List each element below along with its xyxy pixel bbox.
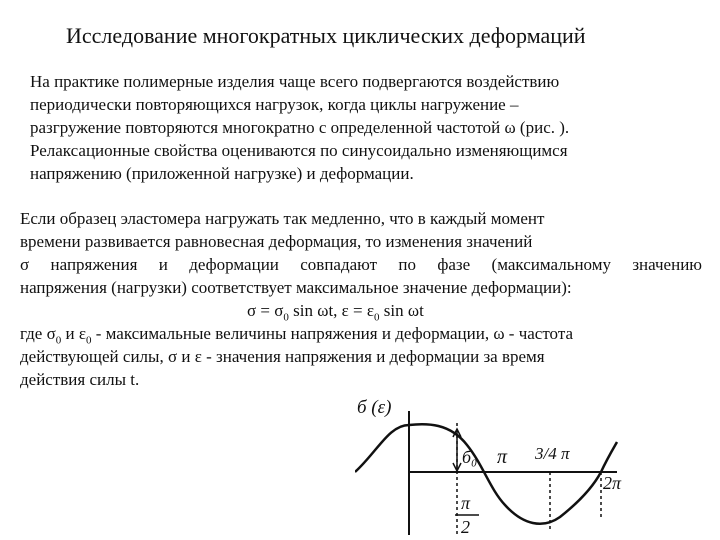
body-line: времени развивается равновесная деформация, то изменения значений (20, 232, 533, 251)
sine-formula: $\sigma = \sigma_0$ sin ωt, $\varepsilon = \varepsilon_0$ sin ωt (247, 301, 424, 324)
subscript: 0 (86, 334, 92, 347)
intro-line: периодически повторяющихся нагрузок, когда циклы нагружение – (30, 95, 519, 114)
pi-label: π (497, 446, 508, 468)
body-line: напряжения (нагрузки) соответствует максимальное значение деформации): (20, 278, 572, 297)
body-line: действующей силы, σ и ε - значения напряжения и деформации за время (20, 347, 545, 366)
y-axis-label: б (ε) (357, 397, 392, 418)
body-line: Если образец эластомера нагружать так медленно, что в каждый момент (20, 209, 545, 228)
where-mid: и ε (61, 324, 86, 343)
pi-half-numerator: π (461, 493, 471, 513)
body-paragraph (20, 207, 702, 391)
amplitude-label: б₀ (462, 447, 478, 467)
intro-line: Релаксационные свойства оцениваются по синусоидально изменяющимся (30, 141, 568, 160)
where-line (20, 322, 702, 345)
intro-line: разгружение повторяются многократно с определенной частотой ω (рис. ). (30, 118, 570, 137)
body-line: действия силы t. (20, 370, 140, 389)
subscript: 0 (55, 334, 62, 347)
slide-title: Исследование многократных циклических деформаций (66, 23, 586, 48)
sine-curve (355, 424, 617, 524)
intro-line: напряжению (приложенной нагрузке) и деформации. (30, 164, 414, 183)
intro-paragraph (30, 70, 702, 185)
intro-line: На практике полимерные изделия чаще всего подвергаются воздействию (30, 72, 560, 91)
sine-graph (355, 397, 685, 537)
body-line: σ напряжения и деформации совпадают по фазе (максимальному значению (20, 255, 702, 274)
where-rest: - максимальные величины напряжения и деформации, ω - частота (91, 324, 573, 343)
three-quarter-pi-label: 3/4 π (535, 444, 570, 463)
pi-half-denominator: 2 (461, 517, 470, 537)
where-prefix: где σ (20, 324, 56, 343)
two-pi-label: 2π (603, 473, 622, 493)
